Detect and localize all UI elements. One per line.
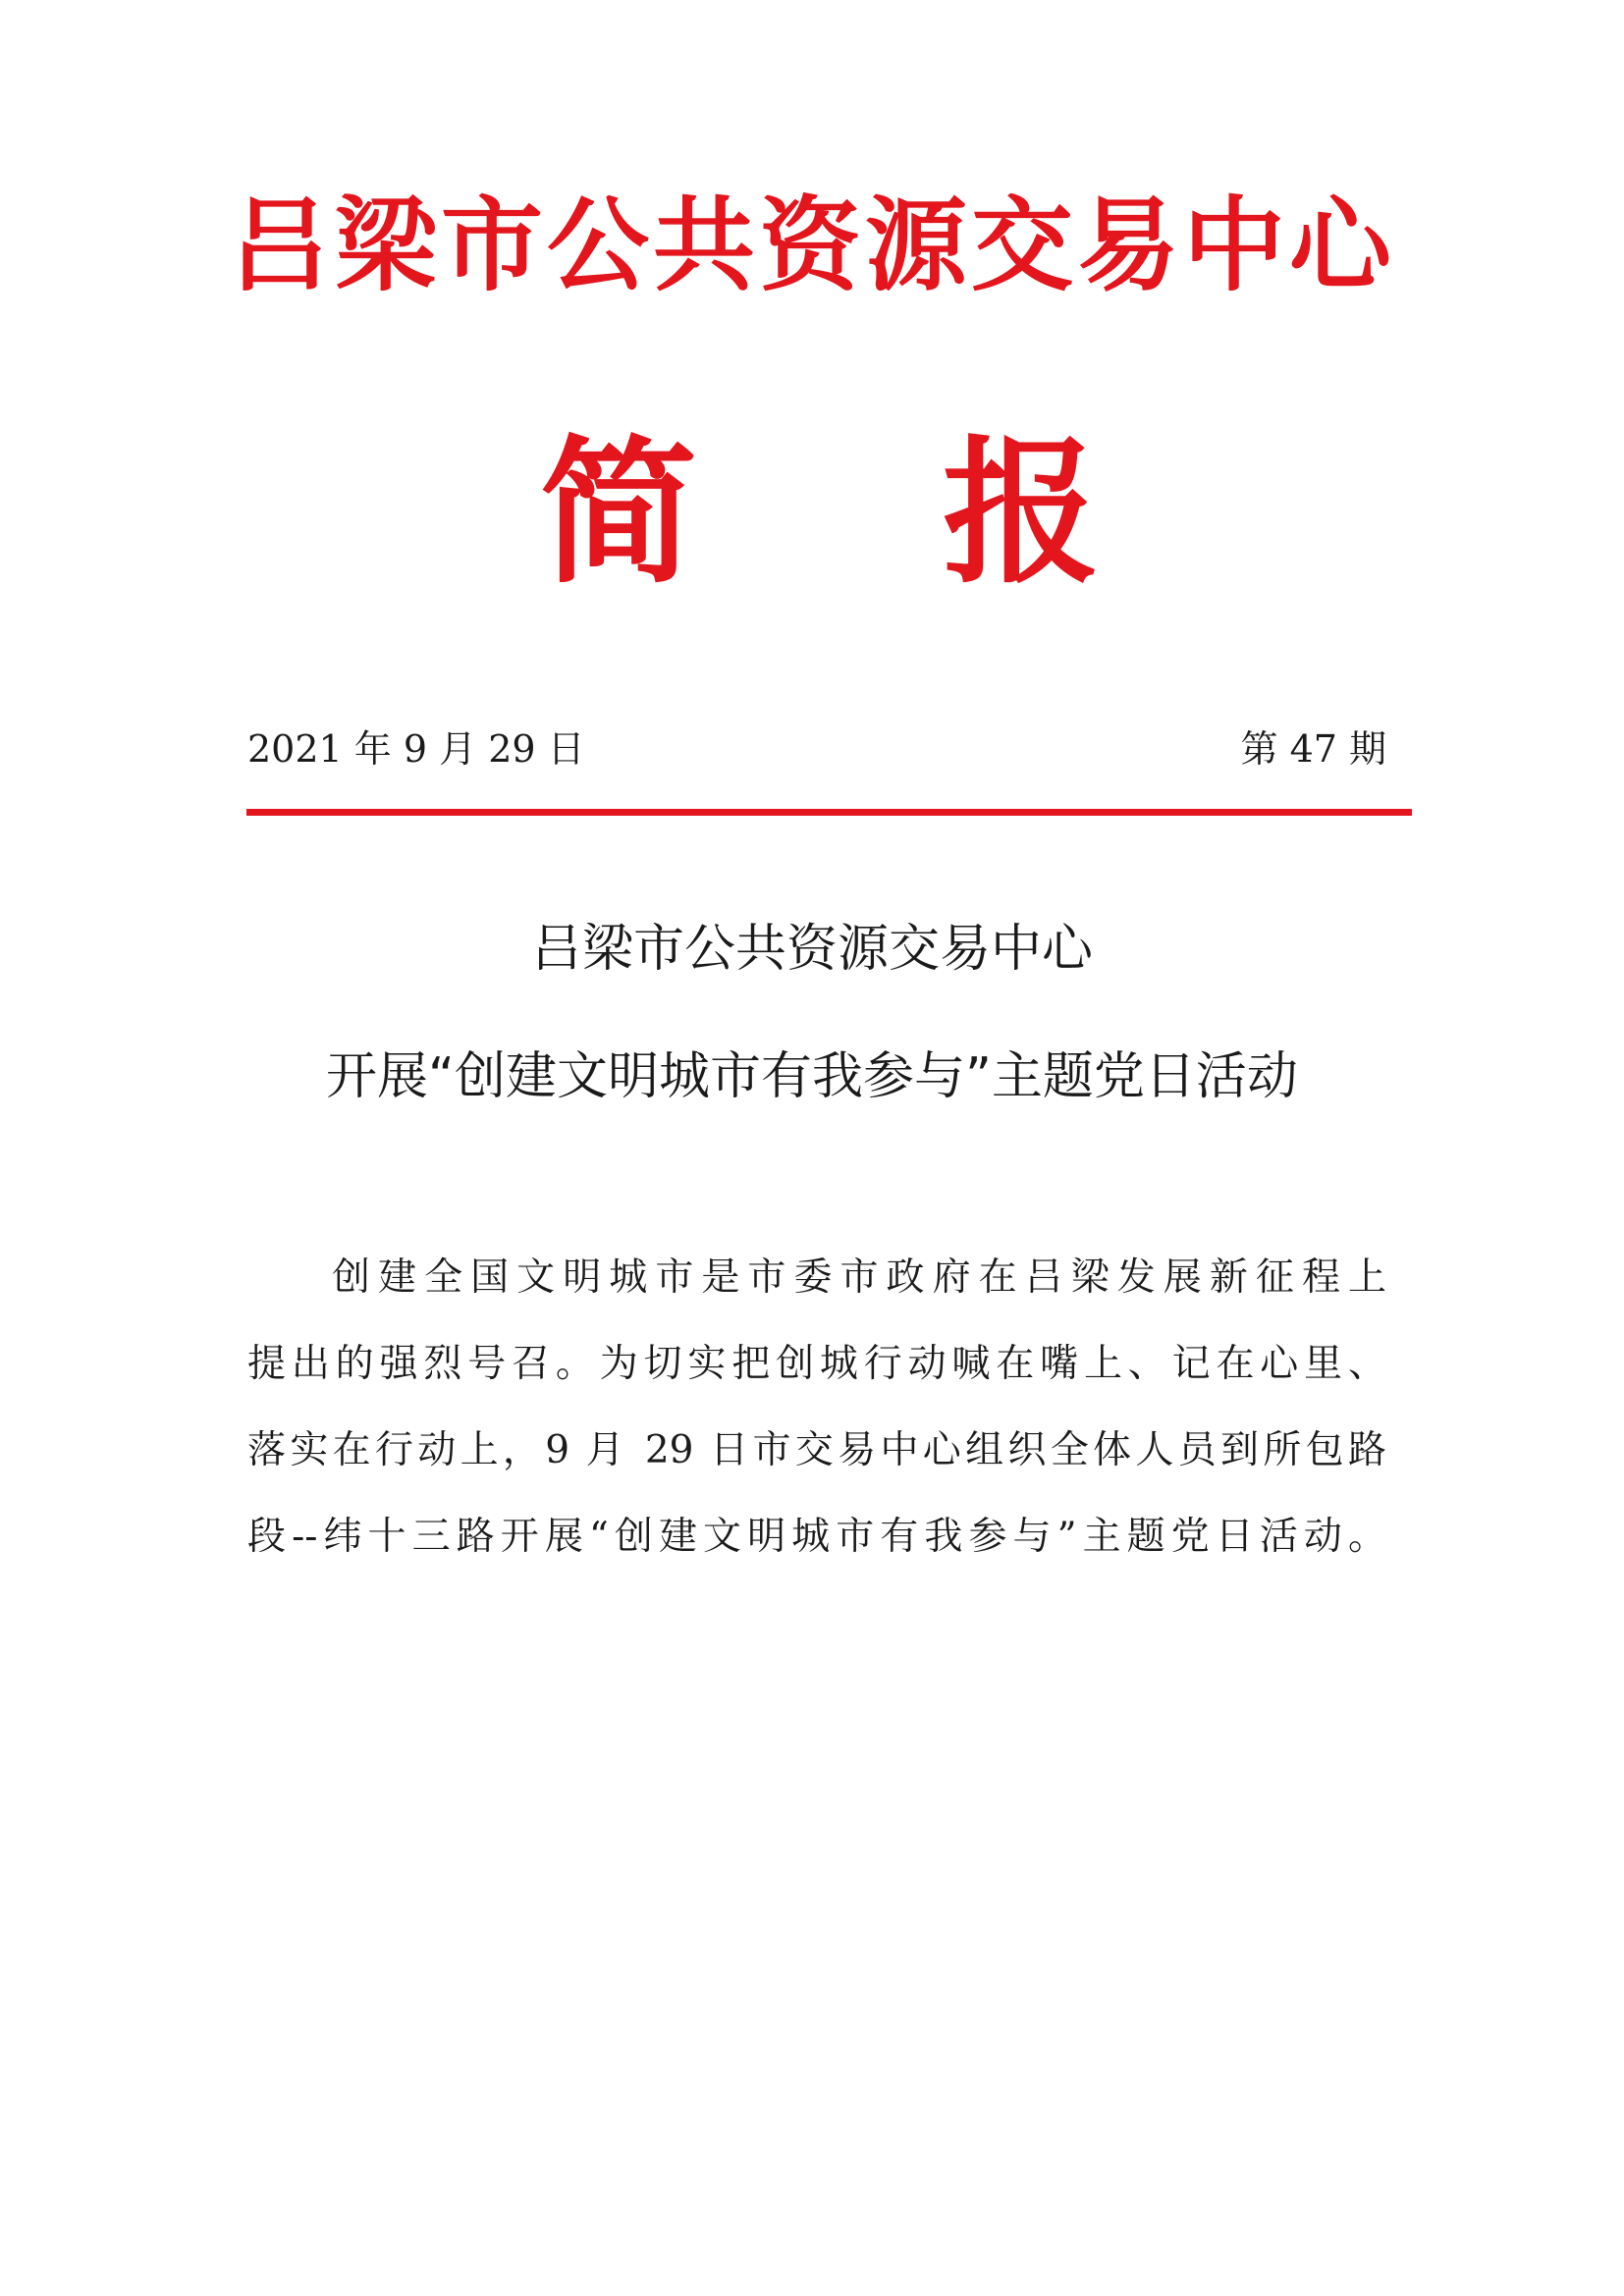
body-paragraph-line: 段--纬十三路开展“创建文明城市有我参与”主题党日活动。 — [247, 1515, 1386, 1559]
issue-date: 2021 年 9 月 29 日 — [247, 727, 585, 771]
article-title-line-2: 开展“创建文明城市有我参与”主题党日活动 — [326, 1047, 1298, 1106]
article-title-line-1: 吕梁市公共资源交易中心 — [530, 920, 1093, 979]
body-paragraph-line: 提出的强烈号召。为切实把创城行动喊在嘴上、记在心里、 — [247, 1342, 1386, 1386]
issue-number: 第 47 期 — [1240, 727, 1386, 771]
body-paragraph-line: 落实在行动上，9 月 29 日市交易中心组织全体人员到所包路 — [247, 1428, 1386, 1472]
bulletin-label-char-2: 报 — [942, 420, 1100, 605]
masthead-title: 吕梁市公共资源交易中心 — [228, 185, 1395, 305]
article-body — [247, 1235, 1386, 1580]
body-paragraph-line: 创建全国文明城市是市委市政府在吕梁发展新征程上 — [332, 1255, 1386, 1300]
red-divider-rule — [246, 809, 1412, 816]
issue-meta-row — [247, 724, 1386, 774]
bulletin-label-char-1: 简 — [539, 420, 697, 605]
